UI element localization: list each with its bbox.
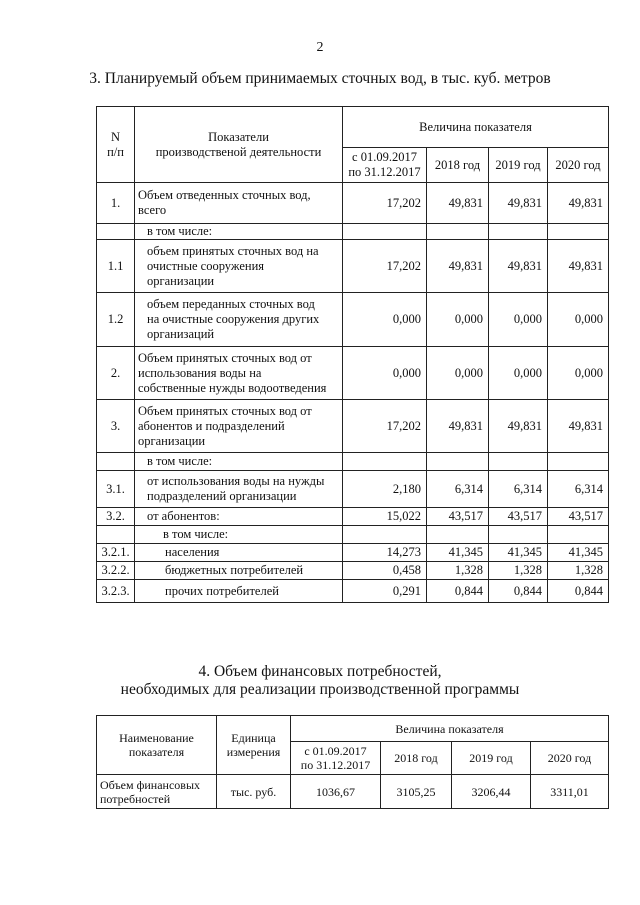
value-cell: 49,831 [548, 240, 609, 293]
value-cell: 0,000 [343, 293, 427, 347]
value-cell: 14,273 [343, 544, 427, 562]
value-cell: 43,517 [548, 508, 609, 526]
table-row [97, 526, 609, 544]
table-row [97, 453, 609, 471]
value-cell [489, 526, 548, 544]
value-cell [489, 453, 548, 471]
row-label: от абонентов: [135, 508, 343, 526]
row-label: Объем принятых сточных вод от абонентов и подразделений организации [135, 400, 343, 453]
value-cell: 49,831 [427, 183, 489, 224]
value-cell: 0,458 [343, 562, 427, 580]
row-number [97, 526, 135, 544]
row-number: 3.2.3. [97, 580, 135, 603]
value-cell: 49,831 [427, 240, 489, 293]
table-row [97, 544, 609, 562]
value-cell [427, 526, 489, 544]
period-header: с 01.09.2017 по 31.12.2017 [343, 148, 427, 183]
value-cell: 43,517 [489, 508, 548, 526]
row-number: 3. [97, 400, 135, 453]
value-cell: 0,844 [427, 580, 489, 603]
row-number: 1.2 [97, 293, 135, 347]
value-cell: 0,000 [427, 293, 489, 347]
table-row [97, 240, 609, 293]
period-header: 2020 год [531, 742, 609, 775]
value-cell: 2,180 [343, 471, 427, 508]
table-row [97, 183, 609, 224]
row-number [97, 453, 135, 471]
row-label: бюджетных потребителей [135, 562, 343, 580]
col-num-header: N п/п [97, 107, 135, 183]
row-label: Объем принятых сточных вод от использования воды на собственные нужды водоотведения [135, 347, 343, 400]
col-indicators-header: Показатели производственой деятельности [135, 107, 343, 183]
table-row [97, 471, 609, 508]
section3-title: 3. Планируемый объем принимаемых сточных вод, в тыс. куб. метров [89, 70, 551, 87]
value-cell: 41,345 [489, 544, 548, 562]
period-header: 2019 год [452, 742, 531, 775]
finance-row-name: Объем финансовых потребностей [97, 775, 217, 809]
wastewater-table-body [97, 107, 609, 603]
finance-value-cell: 3311,01 [531, 775, 609, 809]
value-cell: 49,831 [489, 183, 548, 224]
value-cell: 0,000 [548, 293, 609, 347]
period-header: 2018 год [381, 742, 452, 775]
table-row [97, 562, 609, 580]
section4-title-line2: необходимых для реализации производственной программы [120, 681, 520, 698]
page-number: 2 [316, 40, 324, 55]
value-cell [343, 526, 427, 544]
value-cell [548, 453, 609, 471]
value-cell: 49,831 [548, 400, 609, 453]
value-cell: 0,844 [489, 580, 548, 603]
table-row [97, 347, 609, 400]
row-label: прочих потребителей [135, 580, 343, 603]
value-cell: 6,314 [489, 471, 548, 508]
row-label: объем переданных сточных вод на очистные сооружения других организаций [135, 293, 343, 347]
value-cell: 6,314 [548, 471, 609, 508]
value-cell: 49,831 [427, 400, 489, 453]
value-cell: 41,345 [548, 544, 609, 562]
value-cell: 6,314 [427, 471, 489, 508]
row-number: 3.1. [97, 471, 135, 508]
section4-title-line1: 4. Объем финансовых потребностей, [198, 663, 442, 680]
value-cell: 0,000 [548, 347, 609, 400]
col-value-header: Величина показателя [291, 716, 609, 742]
value-cell: 17,202 [343, 240, 427, 293]
row-label: объем принятых сточных вод на очистные сооружения организации [135, 240, 343, 293]
table-row [97, 400, 609, 453]
col-name-header: Наименование показателя [97, 716, 217, 775]
row-label: населения [135, 544, 343, 562]
row-label: Объем отведенных сточных вод, всего [135, 183, 343, 224]
finance-value-cell: 1036,67 [291, 775, 381, 809]
value-cell [343, 453, 427, 471]
row-number [97, 224, 135, 240]
value-cell: 15,022 [343, 508, 427, 526]
period-header: 2019 год [489, 148, 548, 183]
row-number: 2. [97, 347, 135, 400]
table-row [97, 580, 609, 603]
value-cell [343, 224, 427, 240]
table-row [97, 508, 609, 526]
value-cell [548, 526, 609, 544]
value-cell: 0,000 [343, 347, 427, 400]
table-row [97, 224, 609, 240]
value-cell: 0,000 [427, 347, 489, 400]
value-cell [489, 224, 548, 240]
row-number: 1.1 [97, 240, 135, 293]
value-cell: 17,202 [343, 400, 427, 453]
value-cell [548, 224, 609, 240]
value-cell: 1,328 [548, 562, 609, 580]
section4-title [0, 663, 640, 699]
col-value-header: Величина показателя [343, 107, 609, 148]
row-label: от использования воды на нужды подразделений организации [135, 471, 343, 508]
period-header: с 01.09.2017 по 31.12.2017 [291, 742, 381, 775]
value-cell: 49,831 [489, 400, 548, 453]
value-cell: 0,000 [489, 347, 548, 400]
row-number: 1. [97, 183, 135, 224]
value-cell: 49,831 [489, 240, 548, 293]
value-cell: 1,328 [489, 562, 548, 580]
finance-table [96, 715, 609, 809]
finance-row-unit: тыс. руб. [217, 775, 291, 809]
row-label: в том числе: [135, 526, 343, 544]
value-cell: 0,291 [343, 580, 427, 603]
row-number: 3.2. [97, 508, 135, 526]
value-cell [427, 453, 489, 471]
row-number: 3.2.1. [97, 544, 135, 562]
period-header: 2018 год [427, 148, 489, 183]
wastewater-table [96, 106, 609, 603]
finance-value-cell: 3206,44 [452, 775, 531, 809]
value-cell: 0,844 [548, 580, 609, 603]
value-cell: 1,328 [427, 562, 489, 580]
value-cell: 43,517 [427, 508, 489, 526]
row-number: 3.2.2. [97, 562, 135, 580]
value-cell: 49,831 [548, 183, 609, 224]
value-cell: 0,000 [489, 293, 548, 347]
finance-value-cell: 3105,25 [381, 775, 452, 809]
value-cell: 17,202 [343, 183, 427, 224]
value-cell: 41,345 [427, 544, 489, 562]
value-cell [427, 224, 489, 240]
row-label: в том числе: [135, 224, 343, 240]
period-header: 2020 год [548, 148, 609, 183]
col-unit-header: Единица измерения [217, 716, 291, 775]
table-row [97, 293, 609, 347]
row-label: в том числе: [135, 453, 343, 471]
